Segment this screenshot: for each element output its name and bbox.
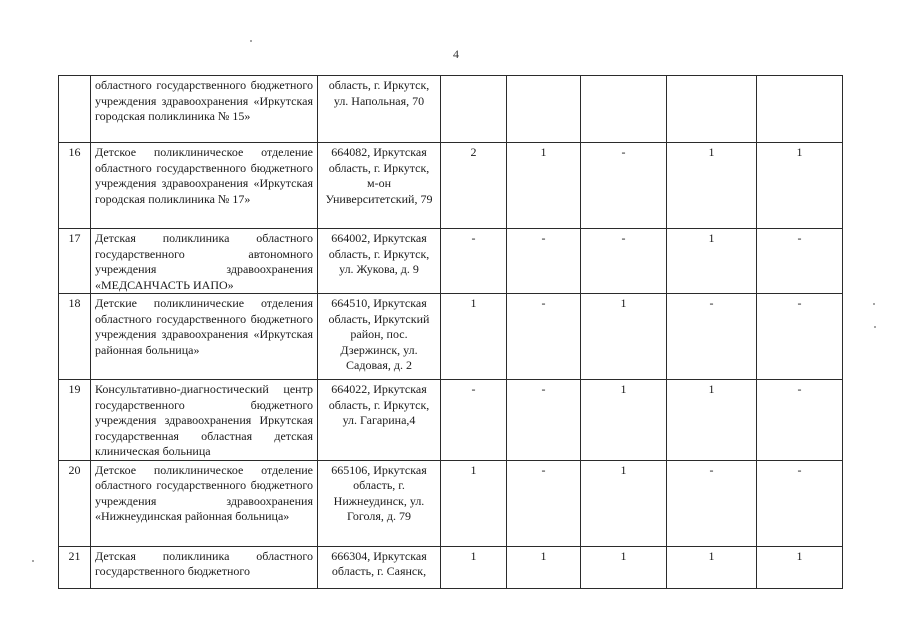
table-row — [59, 546, 843, 588]
value-cell-3: - — [581, 143, 667, 229]
facility-name: Детские поликлинические отделения областного государственного бюджетного учреждения здравоохранения «Иркутская районная больница» — [91, 294, 318, 380]
value-cell-2 — [507, 76, 581, 143]
facility-name: Консультативно-диагностический центр государственного бюджетного учреждения здравоохранения Иркутская государственная областная детская клиническая больница — [91, 380, 318, 461]
facilities-table — [58, 75, 843, 589]
facility-address: 665106, Иркутская область, г. Нижнеудинск, ул. Гоголя, д. 79 — [318, 460, 441, 546]
value-cell-2: - — [507, 380, 581, 461]
value-cell-4: 1 — [667, 546, 757, 588]
row-number: 16 — [59, 143, 91, 229]
scan-speck — [874, 326, 876, 328]
page-number: 4 — [453, 47, 459, 61]
row-number: 20 — [59, 460, 91, 546]
row-number: 21 — [59, 546, 91, 588]
value-cell-2: - — [507, 229, 581, 294]
facility-address: 664022, Иркутская область, г. Иркутск, ул. Гагарина,4 — [318, 380, 441, 461]
value-cell-4: 1 — [667, 143, 757, 229]
value-cell-5: - — [757, 229, 843, 294]
value-cell-2: - — [507, 460, 581, 546]
value-cell-5: - — [757, 294, 843, 380]
row-number: 19 — [59, 380, 91, 461]
value-cell-4: - — [667, 460, 757, 546]
facility-name: Детское поликлиническое отделение областного государственного бюджетного учреждения здравоохранения «Нижнеудинская районная больница» — [91, 460, 318, 546]
value-cell-4: 1 — [667, 229, 757, 294]
table-row — [59, 229, 843, 294]
value-cell-2: - — [507, 294, 581, 380]
facility-address: 664082, Иркутская область, г. Иркутск, м-он Университетский, 79 — [318, 143, 441, 229]
table-row — [59, 76, 843, 143]
scan-speck — [873, 303, 875, 305]
facility-address: 666304, Иркутская область, г. Саянск, — [318, 546, 441, 588]
value-cell-5: - — [757, 380, 843, 461]
facility-address: 664002, Иркутская область, г. Иркутск, ул. Жукова, д. 9 — [318, 229, 441, 294]
facility-name: Детское поликлиническое отделение областного государственного бюджетного учреждения здравоохранения «Иркутская городская поликлиника № 17» — [91, 143, 318, 229]
value-cell-5: 1 — [757, 143, 843, 229]
value-cell-2: 1 — [507, 143, 581, 229]
facility-name: Детская поликлиника областного государственного бюджетного — [91, 546, 318, 588]
value-cell-3: 1 — [581, 380, 667, 461]
value-cell-1 — [441, 76, 507, 143]
value-cell-3: 1 — [581, 460, 667, 546]
value-cell-2: 1 — [507, 546, 581, 588]
table-row — [59, 380, 843, 461]
facility-name: областного государственного бюджетного учреждения здравоохранения «Иркутская городская поликлиника № 15» — [91, 76, 318, 143]
value-cell-4 — [667, 76, 757, 143]
facility-address: область, г. Иркутск, ул. Напольная, 70 — [318, 76, 441, 143]
facility-address: 664510, Иркутская область, Иркутский район, пос. Дзержинск, ул. Садовая, д. 2 — [318, 294, 441, 380]
value-cell-5 — [757, 76, 843, 143]
value-cell-3 — [581, 76, 667, 143]
value-cell-3: 1 — [581, 546, 667, 588]
value-cell-5: - — [757, 460, 843, 546]
value-cell-1: - — [441, 229, 507, 294]
row-number — [59, 76, 91, 143]
table-row — [59, 460, 843, 546]
row-number: 18 — [59, 294, 91, 380]
table-row — [59, 143, 843, 229]
value-cell-4: - — [667, 294, 757, 380]
scan-speck — [32, 560, 34, 562]
facility-name: Детская поликлиника областного государственного автономного учреждения здравоохранения «МЕДСАНЧАСТЬ ИАПО» — [91, 229, 318, 294]
value-cell-1: 1 — [441, 294, 507, 380]
value-cell-5: 1 — [757, 546, 843, 588]
value-cell-1: 1 — [441, 460, 507, 546]
value-cell-3: 1 — [581, 294, 667, 380]
value-cell-1: - — [441, 380, 507, 461]
value-cell-3: - — [581, 229, 667, 294]
value-cell-1: 1 — [441, 546, 507, 588]
row-number: 17 — [59, 229, 91, 294]
scan-speck — [250, 40, 252, 42]
value-cell-1: 2 — [441, 143, 507, 229]
table-row — [59, 294, 843, 380]
value-cell-4: 1 — [667, 380, 757, 461]
